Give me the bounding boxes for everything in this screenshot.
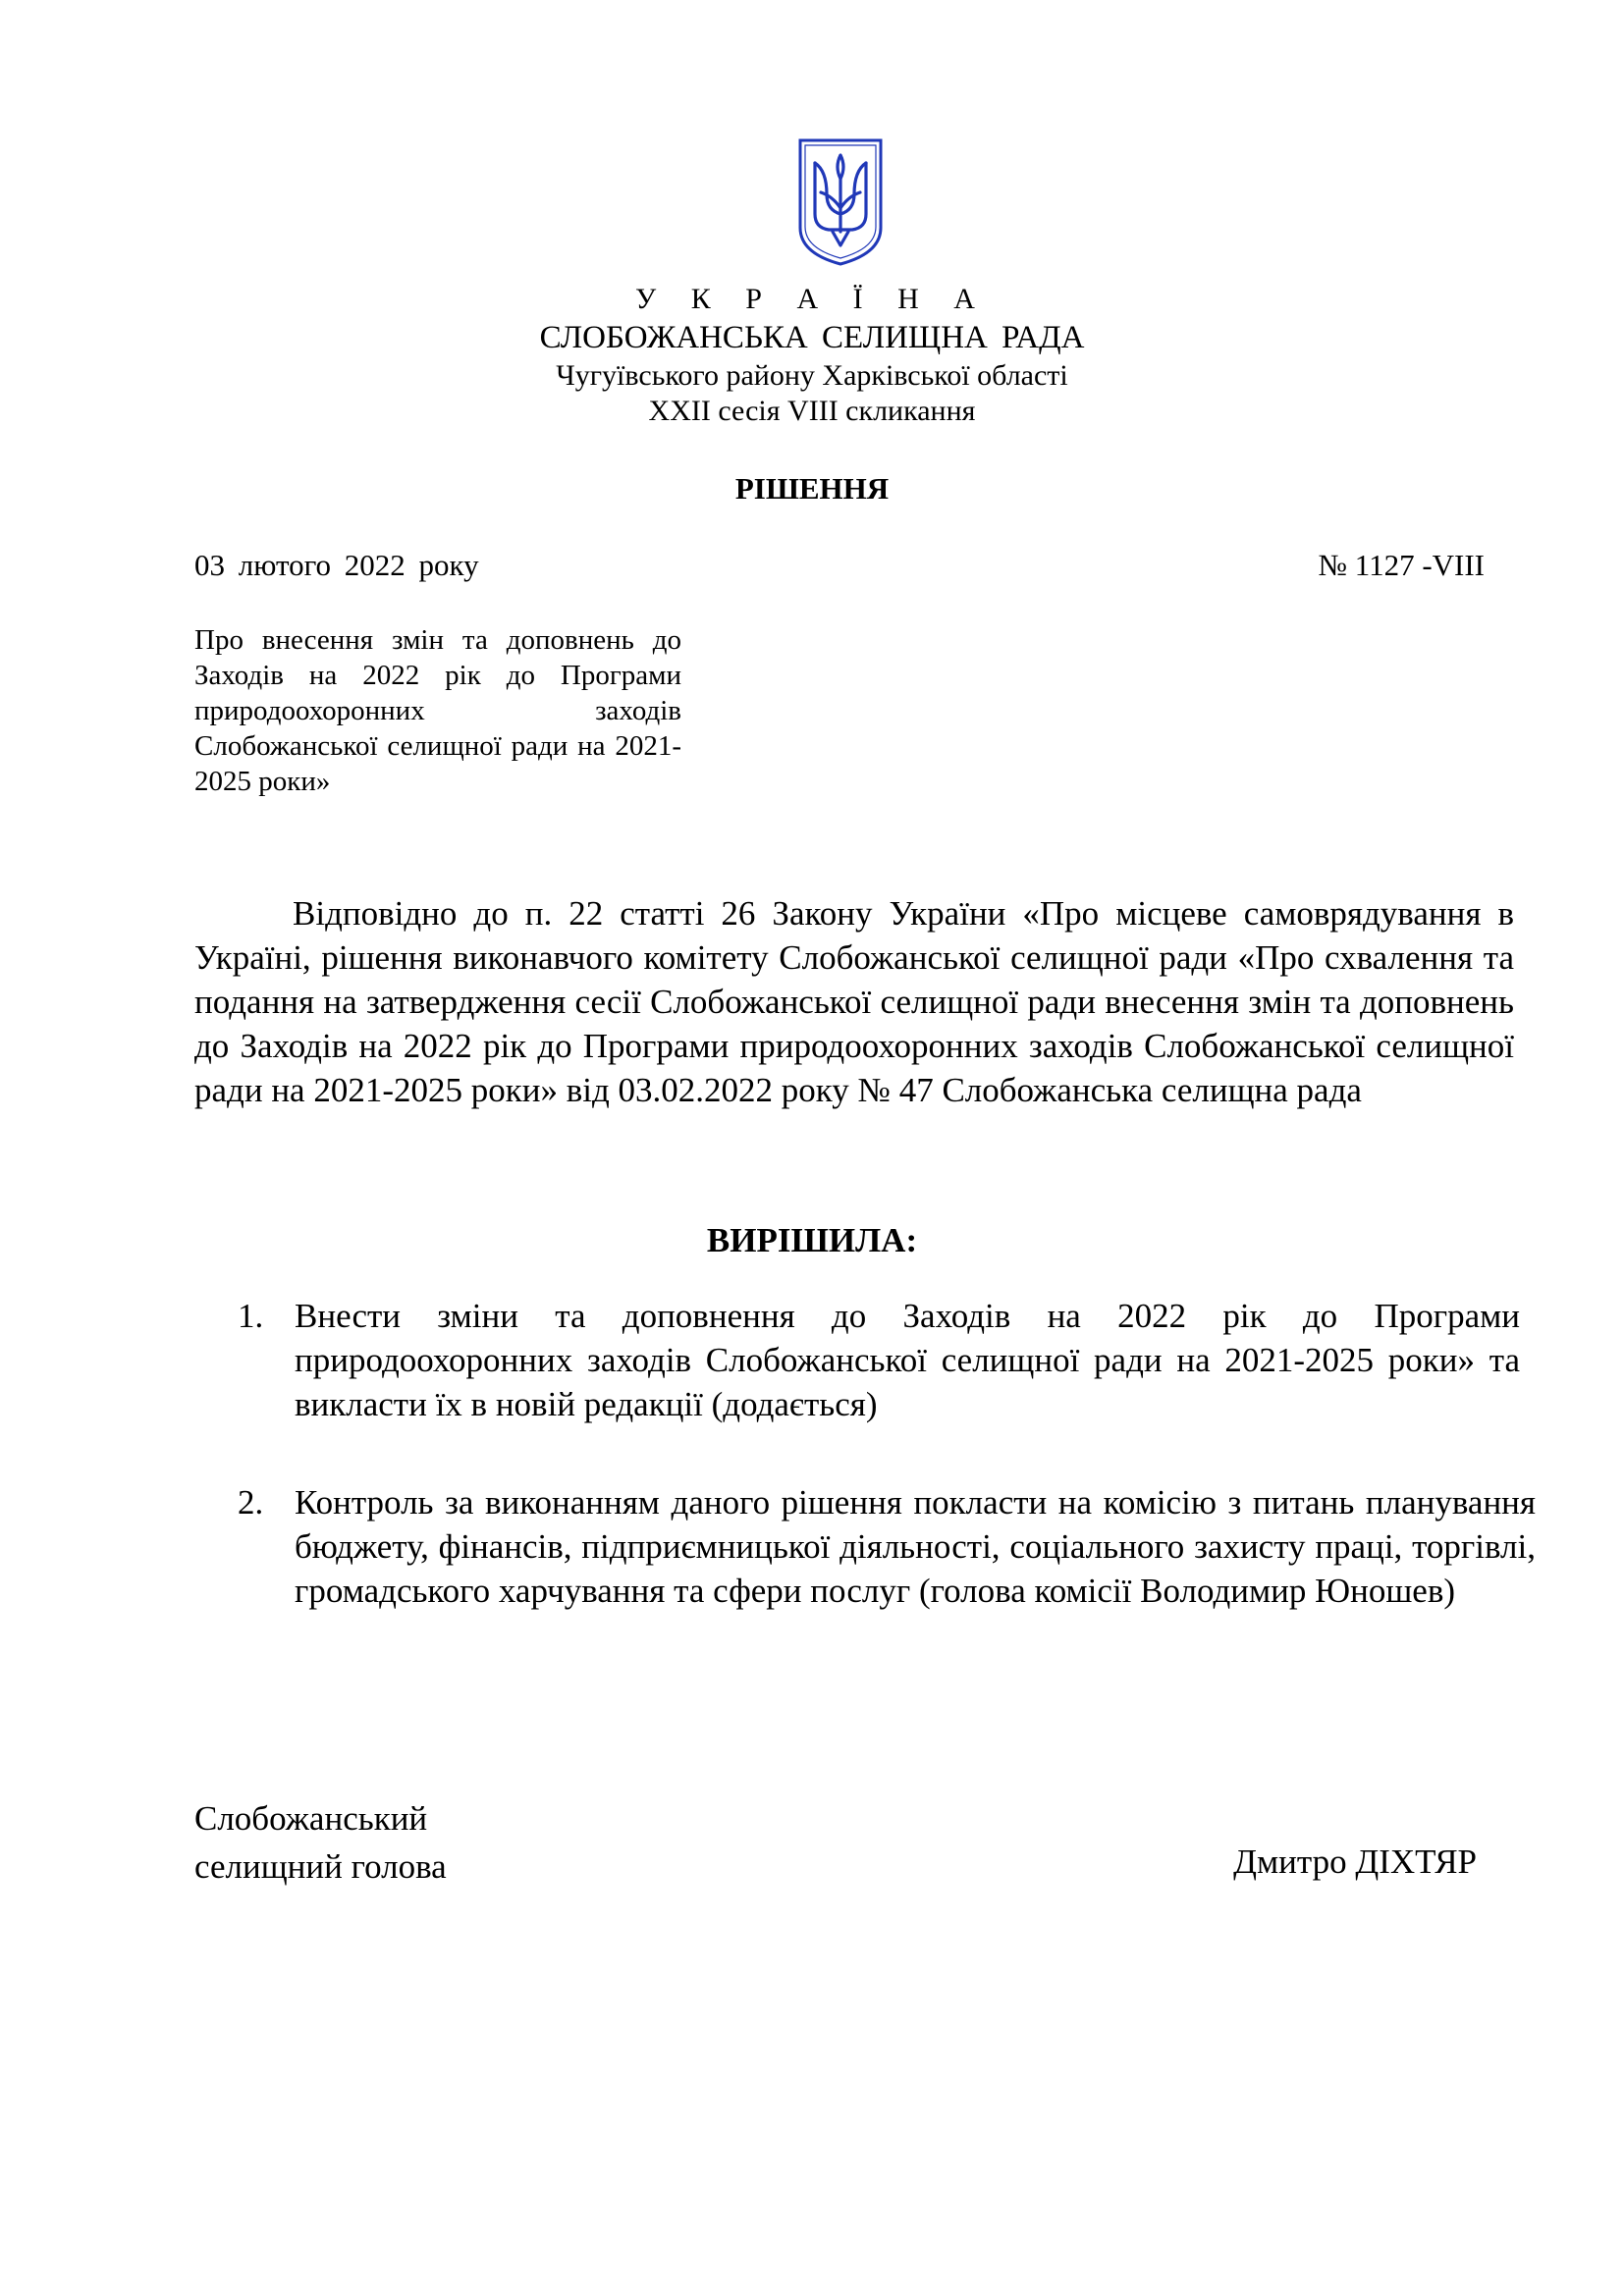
council-name: СЛОБОЖАНСЬКА СЕЛИЩНА РАДА [539, 320, 1085, 355]
item-number: 1. [238, 1297, 264, 1335]
session-line: XXII сесія VIII скликання [648, 395, 976, 427]
resolution-item [240, 1480, 1536, 1613]
country-heading: У К Р А Ї Н А [635, 283, 989, 315]
signatory-role-line: селищний голова [194, 1847, 447, 1886]
signatory-role [194, 1794, 447, 1891]
decision-subject: Про внесення змін та доповнень до Заходів на 2022 рік до Програми природоохоронних заходів Слобожанської селищної ради на 2021-2025 роки» [194, 624, 681, 797]
district-line: Чугуївського району Харківської області [556, 359, 1068, 392]
document-title: РІШЕННЯ [734, 471, 890, 506]
decision-number: № 1127 -VIII [1318, 548, 1485, 582]
resolution-item [240, 1294, 1520, 1426]
decision-date: 03 лютого 2022 року [194, 548, 479, 582]
resolved-heading: ВИРІШИЛА: [706, 1221, 918, 1259]
item-text: Внести зміни та доповнення до Заходів на 2022 рік до Програми природоохоронних заходів Слобожанської селищної ради на 2021-2025 роки» та викласти їх в новій редакції (додається) [295, 1297, 1520, 1423]
preamble-paragraph: Відповідно до п. 22 статті 26 Закону України «Про місцеве самоврядування в Україні, рішення виконавчого комітету Слобожанської селищної ради «Про схвалення та подання на затвердження сесії Слобожанської селищної ради внесення змін та доповнень до Заходів на 2022 рік до Програми природоохоронних заходів Слобожанської селищної ради на 2021-2025 роки» від 03.02.2022 року № 47 Слобожанська селищна рада [194, 894, 1514, 1109]
item-number: 2. [238, 1483, 264, 1522]
signatory-name: Дмитро ДІХТЯР [1233, 1842, 1477, 1881]
signatory-role-line: Слобожанський [194, 1799, 428, 1838]
coat-of-arms-icon [797, 137, 884, 267]
item-text: Контроль за виконанням даного рішення покласти на комісію з питань планування бюджету, фінансів, підприємницької діяльності, соціального захисту праці, торгівлі, громадського харчування та сфери послуг (голова комісії Володимир Юношев) [295, 1483, 1536, 1610]
